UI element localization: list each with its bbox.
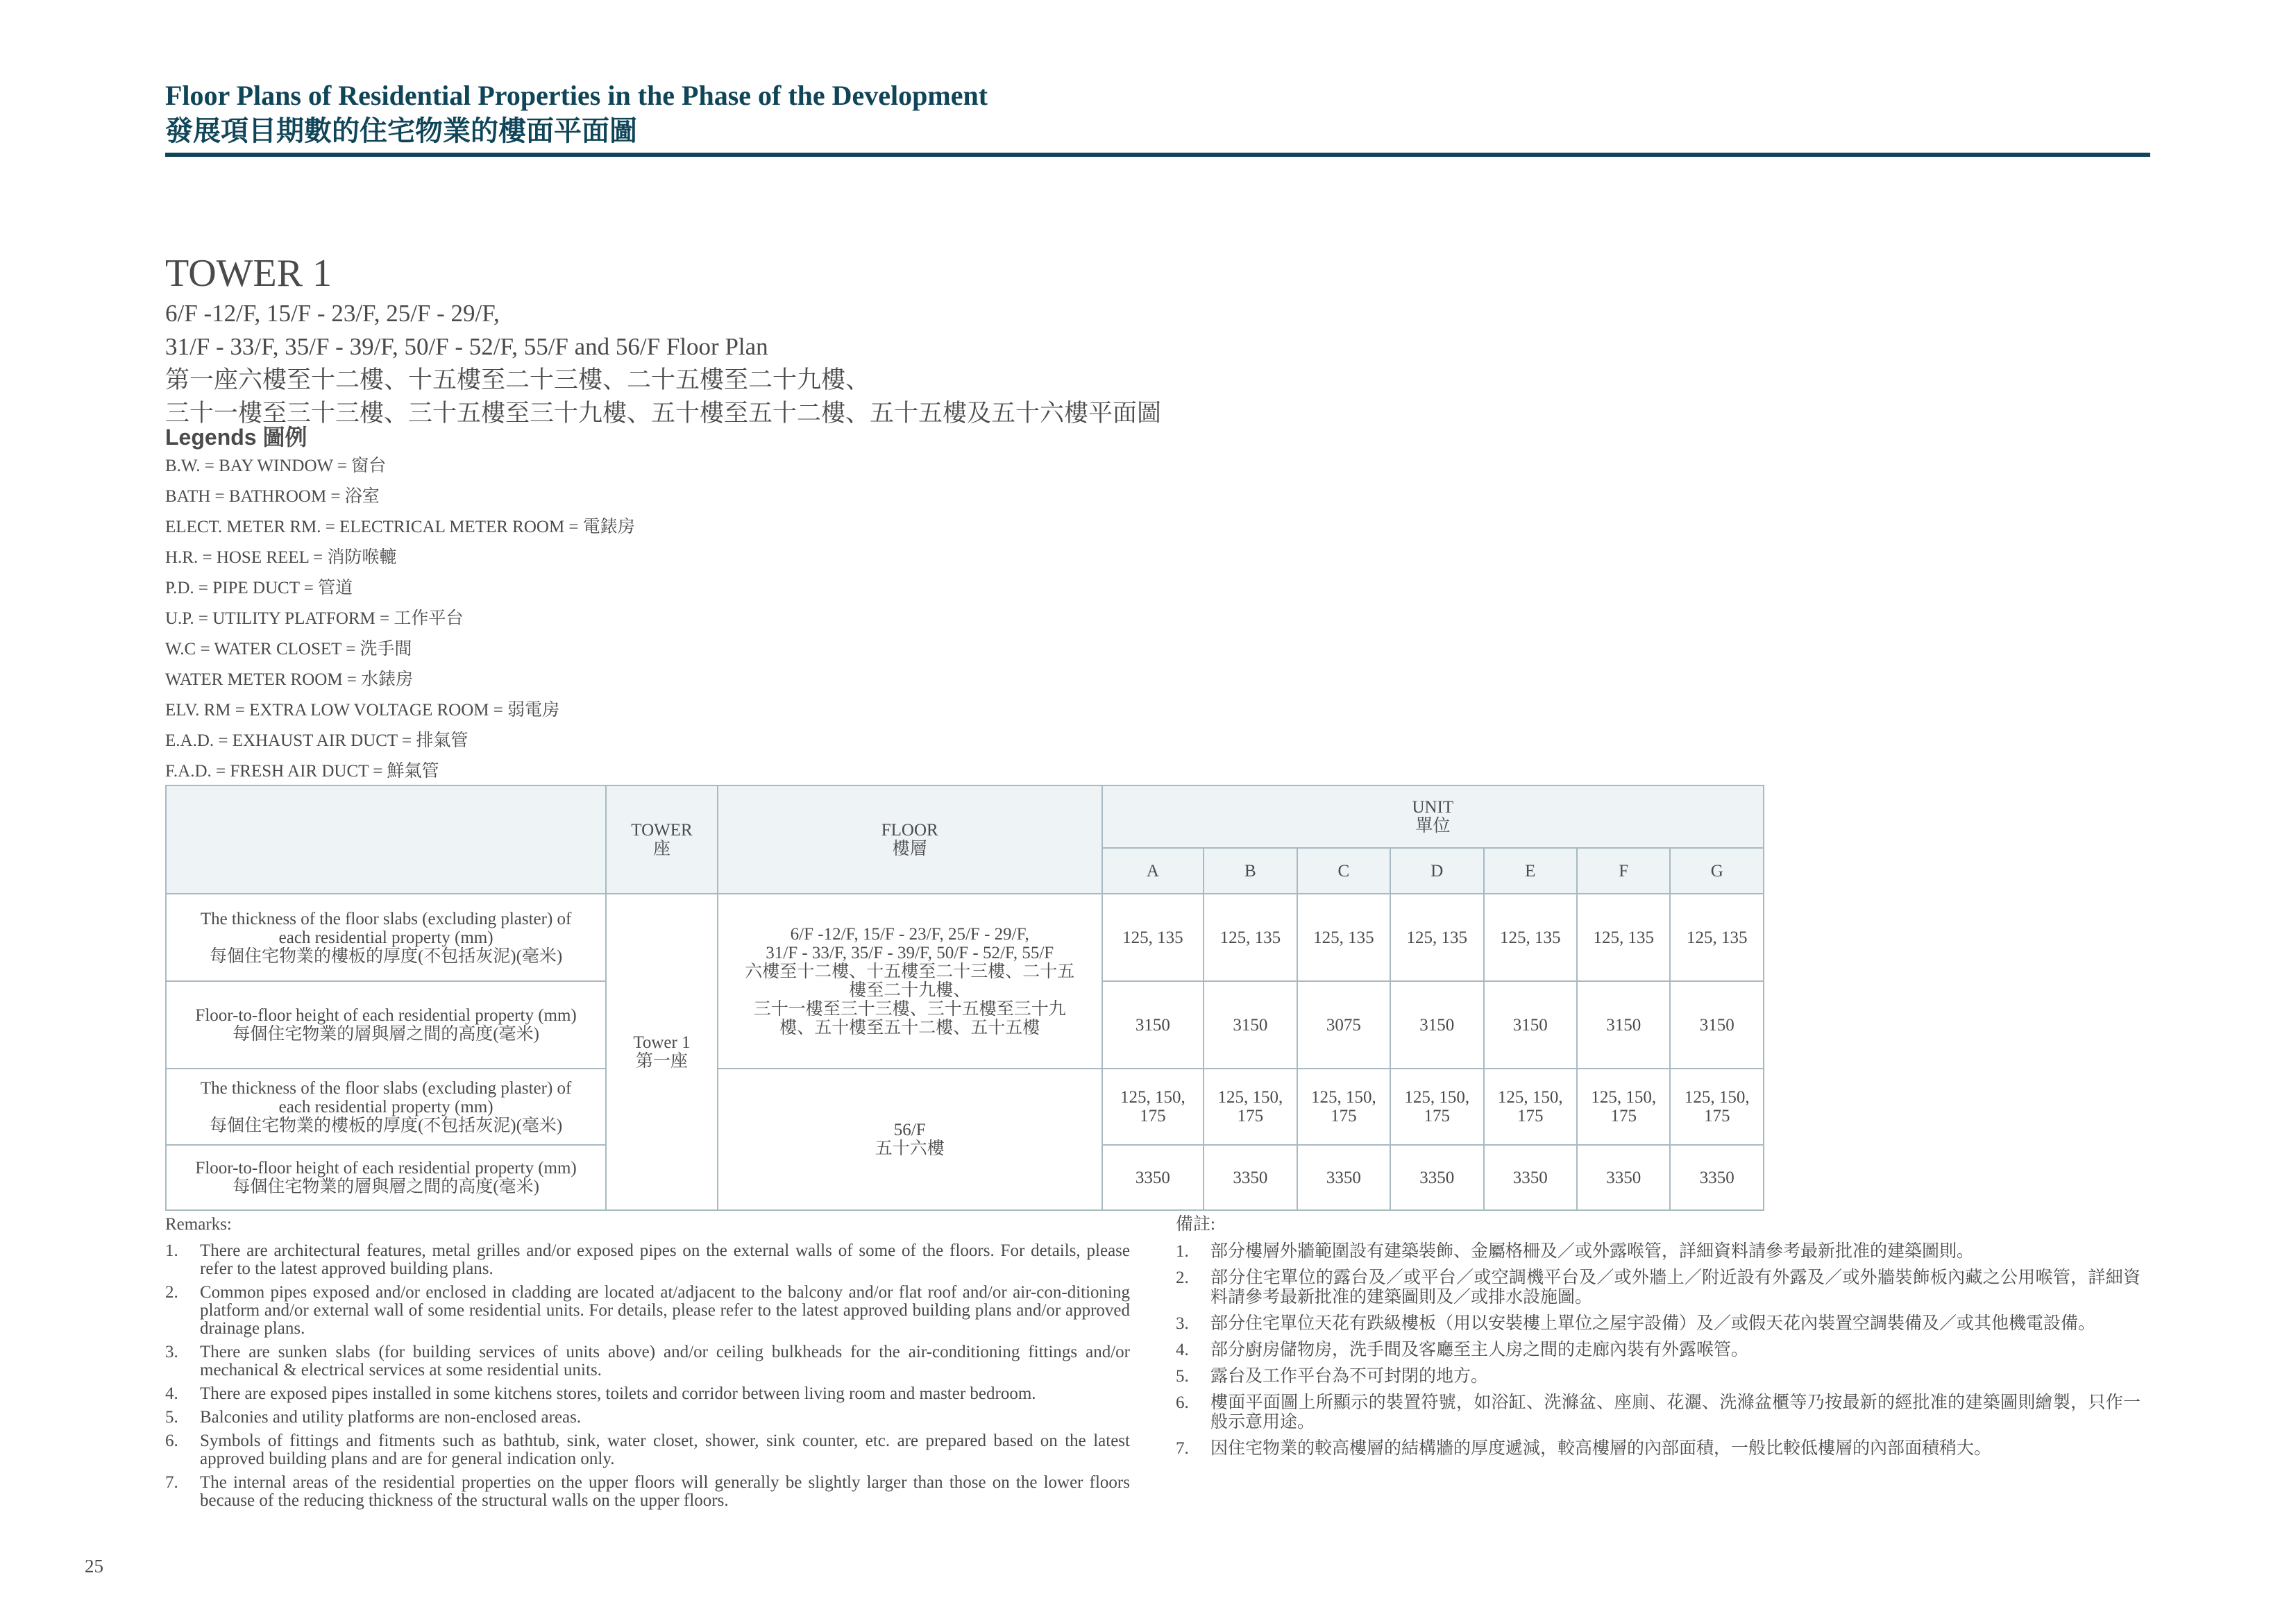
value-cell: 3350 — [1670, 1145, 1764, 1210]
remark-item: 3. 部分住宅單位天花有跌級樓板（用以安裝樓上單位之屋宇設備）及／或假天花內裝置空調裝備及／或其他機電設備。 — [1176, 1314, 2096, 1333]
remarks-chinese — [1176, 1213, 2141, 1465]
value-cell: 3150 — [1390, 981, 1483, 1069]
value-cell: 125, 135 — [1204, 894, 1297, 981]
value-cell: 125, 150, 175 — [1577, 1069, 1670, 1145]
value-cell: 3350 — [1577, 1145, 1670, 1210]
legend-item: BATH = BATHROOM = 浴室 — [165, 487, 380, 506]
value-cell: 3150 — [1102, 981, 1204, 1069]
value-cell: 3075 — [1297, 981, 1390, 1069]
legends-list — [165, 451, 635, 787]
remark-item: 5. 露台及工作平台為不可封閉的地方。 — [1176, 1367, 1489, 1386]
remark-item: 3. There are sunken slabs (for building services of units above) and/or ceiling bulkheads for the air-conditioning fittings and/or mechanical & electrical services at some residential units. — [165, 1343, 1130, 1379]
value-cell: 3350 — [1102, 1145, 1204, 1210]
unit-col-header: F — [1577, 848, 1670, 894]
value-cell: 125, 150, 175 — [1102, 1069, 1204, 1145]
page-header — [165, 78, 2150, 148]
value-cell: 125, 135 — [1670, 894, 1764, 981]
remark-item: 2. Common pipes exposed and/or enclosed in cladding are located at/adjacent to the balcony and/or flat roof and/or air-con-ditioning platform and/or external wall of some residential units. For details, please refer to the latest approved building plans and/or approved drainage plans. — [165, 1283, 1130, 1338]
tower-title: TOWER 1 — [165, 252, 332, 295]
value-cell: 125, 150, 175 — [1670, 1069, 1764, 1145]
legend-item: B.W. = BAY WINDOW = 窗台 — [165, 457, 387, 475]
value-cell: 3350 — [1390, 1145, 1483, 1210]
remarks-english — [165, 1213, 1130, 1515]
legend-item: ELECT. METER RM. = ELECTRICAL METER ROOM = 電錶房 — [165, 518, 635, 536]
floor-cell: 6/F -12/F, 15/F - 23/F, 25/F - 29/F, 31/F - 33/F, 35/F - 39/F, 50/F - 52/F, 55/F 六樓至十二樓、十五樓至二十三樓、二十五 樓至二十九樓、 三十一樓至三十三樓、三十五樓至三十九 樓、五十樓至五十二樓、五十五樓 — [718, 894, 1102, 1069]
value-cell: 125, 150, 175 — [1390, 1069, 1483, 1145]
row-label: Floor-to-floor height of each residential property (mm) 每個住宅物業的層與層之間的高度(毫米) — [166, 981, 606, 1069]
value-cell: 125, 135 — [1390, 894, 1483, 981]
row-label: The thickness of the floor slabs (excluding plaster) of each residential property (mm) 每個住宅物業的樓板的厚度(不包括灰泥)(毫米) — [166, 894, 606, 981]
row-label: The thickness of the floor slabs (excluding plaster) of each residential property (mm) 每個住宅物業的樓板的厚度(不包括灰泥)(毫米) — [166, 1069, 606, 1145]
value-cell: 125, 150, 175 — [1484, 1069, 1577, 1145]
value-cell: 3350 — [1484, 1145, 1577, 1210]
value-cell: 125, 135 — [1484, 894, 1577, 981]
floor-header: FLOOR 樓層 — [718, 785, 1102, 894]
legend-item: P.D. = PIPE DUCT = 管道 — [165, 579, 353, 597]
value-cell: 125, 135 — [1297, 894, 1390, 981]
remark-item: 2. 部分住宅單位的露台及／或平台／或空調機平台及／或外牆上／附近設有外露及／或外牆裝飾板內藏之公用喉管，詳細資料請參考最新批准的建築圖則及／或排水設施圖。 — [1176, 1268, 2141, 1307]
table-corner-cell — [166, 785, 606, 894]
floor-cell: 56/F 五十六樓 — [718, 1069, 1102, 1210]
legend-item: U.P. = UTILITY PLATFORM = 工作平台 — [165, 609, 464, 628]
remark-item: 1. There are architectural features, metal grilles and/or exposed pipes on the external walls of some of the floors. For details, please refer to the latest approved building plans. — [165, 1241, 1130, 1278]
remark-item: 4. 部分廚房儲物房，洗手間及客廳至主人房之間的走廊內裝有外露喉管。 — [1176, 1341, 1749, 1359]
floor-plan-line: 第一座六樓至十二樓、十五樓至二十三樓、二十五樓至二十九樓、 — [165, 366, 870, 393]
floor-plan-line: 6/F -12/F, 15/F - 23/F, 25/F - 29/F, — [165, 300, 500, 327]
page-number: 25 — [85, 1556, 103, 1577]
unit-col-header: B — [1204, 848, 1297, 894]
remarks-title: 備註: — [1176, 1215, 1215, 1234]
legend-item: H.R. = HOSE REEL = 消防喉轆 — [165, 548, 397, 567]
legend-item: W.C = WATER CLOSET = 洗手間 — [165, 640, 412, 658]
value-cell: 3150 — [1484, 981, 1577, 1069]
remark-item: 7. The internal areas of the residential properties on the upper floors will generally be slightly larger than those on the lower floors because of the reducing thickness of the structural walls on the upper floors. — [165, 1473, 1130, 1510]
legends-title: Legends 圖例 — [165, 425, 307, 450]
header-rule — [165, 153, 2150, 157]
value-cell: 3150 — [1577, 981, 1670, 1069]
unit-col-header: D — [1390, 848, 1483, 894]
remark-item: 6. Symbols of fittings and fitments such as bathtub, sink, water closet, shower, sink counter, etc. are prepared based on the latest approved building plans and are for general indication only. — [165, 1431, 1130, 1468]
unit-col-header: G — [1670, 848, 1764, 894]
value-cell: 125, 135 — [1102, 894, 1204, 981]
header-title-zh: 發展項目期數的住宅物業的樓面平面圖 — [165, 115, 637, 146]
tower-cell: Tower 1 第一座 — [606, 894, 718, 1210]
legend-item: E.A.D. = EXHAUST AIR DUCT = 排氣管 — [165, 731, 469, 750]
floor-plan-line: 31/F - 33/F, 35/F - 39/F, 50/F - 52/F, 55/F and 56/F Floor Plan — [165, 333, 768, 360]
value-cell: 3350 — [1204, 1145, 1297, 1210]
remark-item: 4. There are exposed pipes installed in some kitchens stores, toilets and corridor between living room and master bedroom. — [165, 1384, 1036, 1403]
unit-col-header: C — [1297, 848, 1390, 894]
value-cell: 3150 — [1670, 981, 1764, 1069]
value-cell: 125, 150, 175 — [1204, 1069, 1297, 1145]
legend-item: ELV. RM = EXTRA LOW VOLTAGE ROOM = 弱電房 — [165, 701, 560, 720]
row-label: Floor-to-floor height of each residential property (mm) 每個住宅物業的層與層之間的高度(毫米) — [166, 1145, 606, 1210]
floor-plan-title — [165, 297, 1161, 430]
value-cell: 3350 — [1297, 1145, 1390, 1210]
legend-item: F.A.D. = FRESH AIR DUCT = 鮮氣管 — [165, 762, 439, 781]
floor-plan-line: 三十一樓至三十三樓、三十五樓至三十九樓、五十樓至五十二樓、五十五樓及五十六樓平面圖 — [165, 400, 1162, 427]
value-cell: 125, 135 — [1577, 894, 1670, 981]
remarks-title: Remarks: — [165, 1215, 232, 1234]
header-title-en: Floor Plans of Residential Properties in the Phase of the Development — [165, 80, 988, 111]
tower-header: TOWER 座 — [606, 785, 718, 894]
remark-item: 5. Balconies and utility platforms are non-enclosed areas. — [165, 1408, 582, 1427]
remark-item: 7. 因住宅物業的較高樓層的結構牆的厚度遞減，較高樓層的內部面積，一般比較低樓層的內部面積稍大。 — [1176, 1439, 1992, 1458]
value-cell: 3150 — [1204, 981, 1297, 1069]
unit-col-header: A — [1102, 848, 1204, 894]
value-cell: 125, 150, 175 — [1297, 1069, 1390, 1145]
unit-col-header: E — [1484, 848, 1577, 894]
unit-header: UNIT 單位 — [1102, 785, 1764, 848]
specification-table — [165, 785, 1764, 1211]
remark-item: 1. 部分樓層外牆範圍設有建築裝飾、金屬格柵及／或外露喉管，詳細資料請參考最新批准的建築圖則。 — [1176, 1242, 1975, 1261]
legend-item: WATER METER ROOM = 水錶房 — [165, 670, 414, 689]
remark-item: 6. 樓面平面圖上所顯示的裝置符號，如浴缸、洗滌盆、座廁、花灑、洗滌盆櫃等乃按最新的經批准的建築圖則繪製，只作一般示意用途。 — [1176, 1393, 2141, 1431]
